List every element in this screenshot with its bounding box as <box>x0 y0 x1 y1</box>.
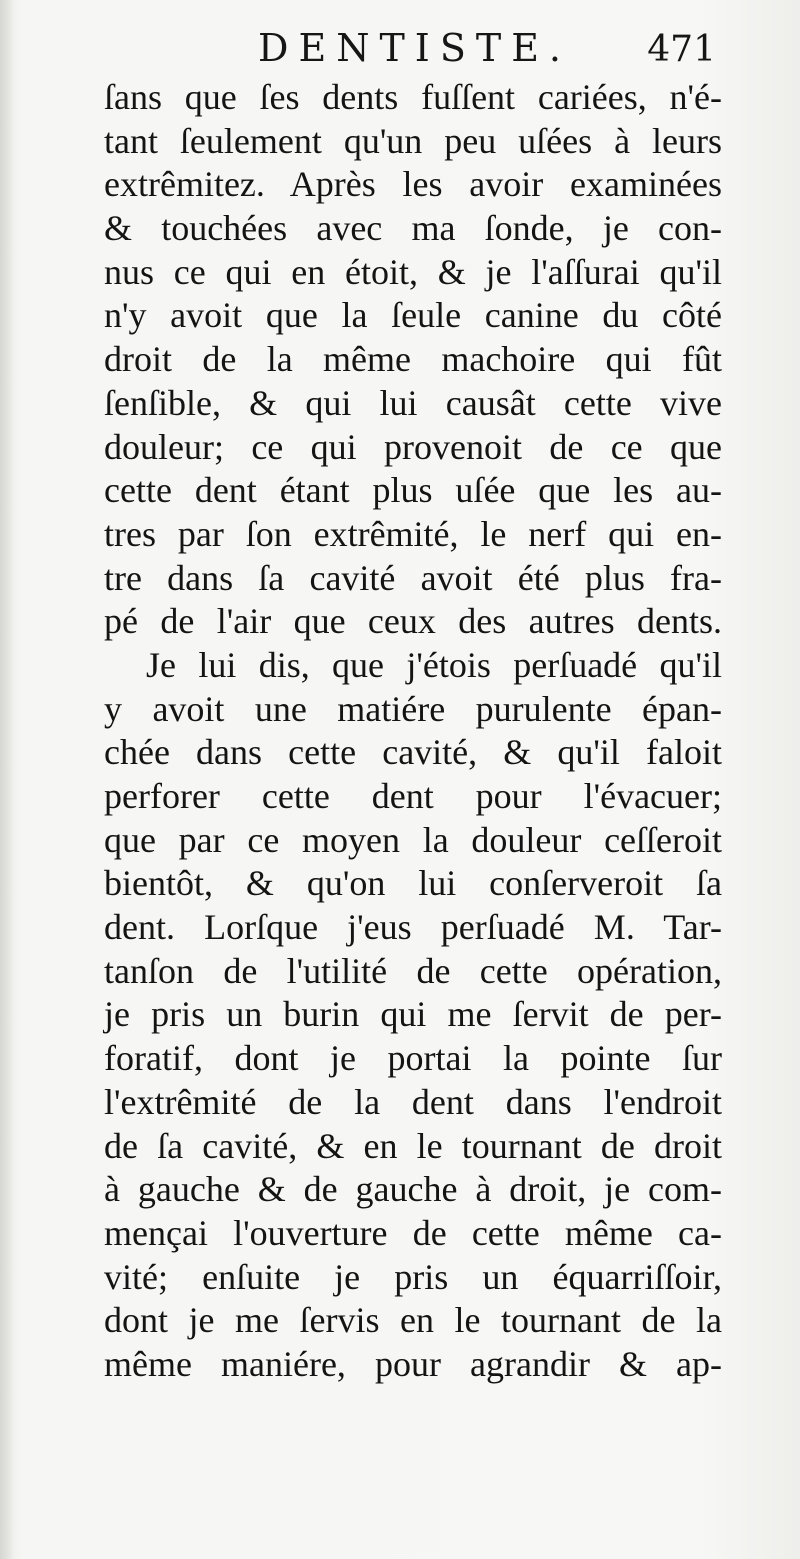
text-line: l'extrêmité de la dent dans l'endroit <box>104 1081 722 1122</box>
text-line: ſenſible, & qui lui causât cette vive <box>104 382 722 423</box>
gutter-shadow <box>0 0 14 1559</box>
text-line: même maniére, pour agrandir & ap- <box>104 1343 722 1384</box>
text-line: je pris un burin qui me ſervit de per- <box>104 994 722 1035</box>
text-line: dont je me ſervis en le tournant de la <box>104 1300 722 1341</box>
text-line: de ſa cavité, & en le tournant de droit <box>104 1125 722 1166</box>
text-line: tre dans ſa cavité avoit été plus fra- <box>104 557 722 598</box>
text-line: mençai l'ouverture de cette même ca- <box>104 1212 722 1253</box>
text-line: douleur; ce qui provenoit de ce que <box>104 426 722 467</box>
text-line: ſans que ſes dents fuſſent cariées, n'é- <box>104 77 722 117</box>
text-line: chée dans cette cavité, & qu'il faloit <box>104 732 722 773</box>
text-line: à gauche & de gauche à droit, je com- <box>104 1169 722 1210</box>
text-line: dent. Lorſque j'eus perſuadé M. Tar- <box>104 907 722 948</box>
text-line: n'y avoit que la ſeule canine du côté <box>104 295 722 336</box>
text-line: cette dent étant plus uſée que les au- <box>104 470 722 511</box>
page-number: 471 <box>647 29 716 70</box>
text-line: nus ce qui en étoit, & je l'aſſurai qu'il <box>104 251 722 292</box>
text-line: vité; enſuite je pris un équarriſſoir, <box>104 1256 722 1297</box>
text-line: tant ſeulement qu'un peu uſées à leurs <box>104 120 722 161</box>
page-header <box>258 20 718 76</box>
text-line: que par ce moyen la douleur ceſſeroit <box>104 819 722 860</box>
paragraph-start-line: Je lui dis, que j'étois perſuadé qu'il <box>146 644 722 685</box>
text-line: pé de l'air que ceux des autres dents. <box>104 601 722 642</box>
text-line: & touchées avec ma ſonde, je con- <box>104 208 722 249</box>
text-line: perforer cette dent pour l'évacuer; <box>104 776 722 816</box>
text-line: tres par ſon extrêmité, le nerf qui en- <box>104 513 722 554</box>
text-line: y avoit une matiére purulente épan- <box>104 688 722 729</box>
running-head: DENTISTE. <box>258 26 572 70</box>
body-text <box>104 76 722 1387</box>
text-line: bientôt, & qu'on lui conſerveroit ſa <box>104 863 722 904</box>
text-line: extrêmitez. Après les avoir examinées <box>104 164 722 205</box>
text-line: foratif, dont je portai la pointe ſur <box>104 1038 722 1079</box>
text-line: tanſon de l'utilité de cette opération, <box>104 950 722 991</box>
text-line: droit de la même machoire qui fût <box>104 339 722 380</box>
